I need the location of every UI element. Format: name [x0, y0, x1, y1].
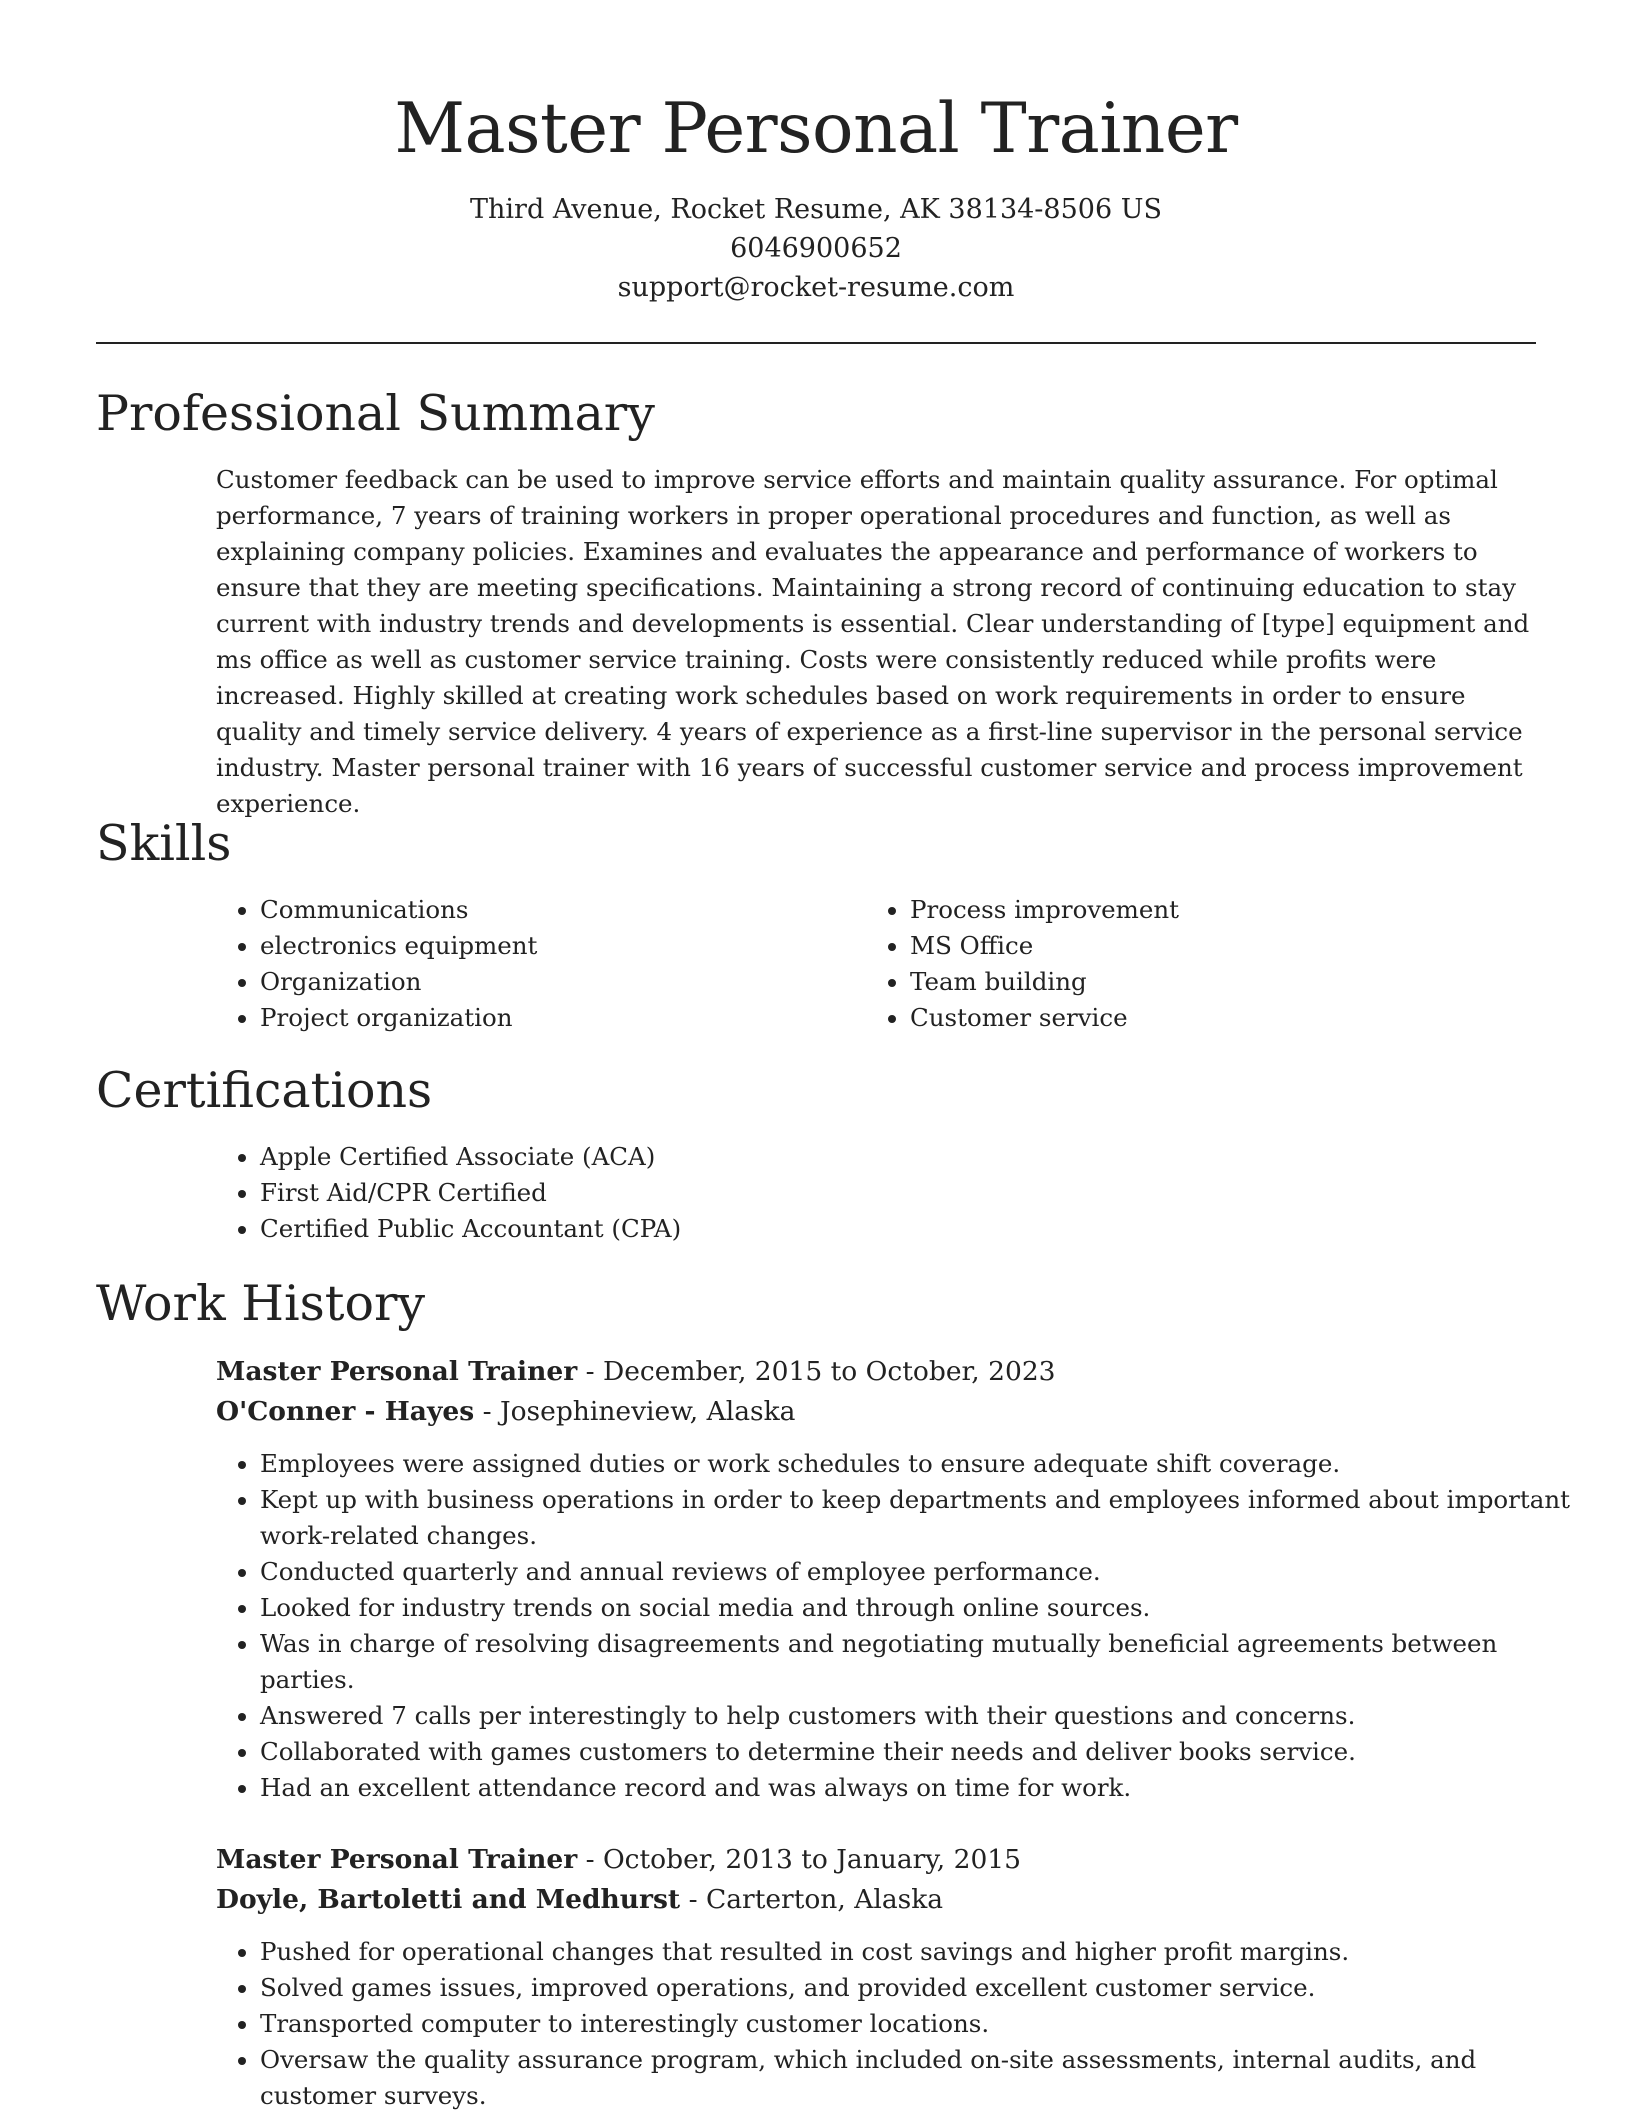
job-duty: • Kept up with business operations in order to keep departments and employees informed about important work-related changes.	[260, 1482, 1580, 1554]
job-duty: • Collaborated with games customers to determine their needs and deliver books service.	[260, 1734, 1580, 1770]
skills-list-right	[866, 892, 1510, 1036]
certification-item: • Apple Certified Associate (ACA)	[260, 1139, 1580, 1175]
skill-item: • MS Office	[910, 928, 1510, 964]
skill-item: • Team building	[910, 964, 1510, 1000]
job-title-line	[216, 1840, 1021, 1880]
skill-item: • Customer service	[910, 1000, 1510, 1036]
job-duties-list	[216, 1446, 1580, 1806]
contact-address: Third Avenue, Rocket Resume, AK 38134-8506 US	[470, 194, 1162, 225]
contact-email: support@rocket-resume.com	[617, 272, 1015, 303]
header-divider	[96, 342, 1536, 344]
skill-item: • Process improvement	[910, 892, 1510, 928]
work-history-heading: Work History	[96, 1275, 426, 1332]
job-dates: - October, 2013 to January, 2015	[577, 1844, 1022, 1875]
job-title: Master Personal Trainer	[216, 1844, 578, 1875]
job-company: O'Conner - Hayes	[216, 1396, 475, 1427]
skill-item: • Communications	[260, 892, 860, 928]
job-duty: • Conducted quarterly and annual reviews of employee performance.	[260, 1554, 1580, 1590]
skill-item: • electronics equipment	[260, 928, 860, 964]
job-dates: - December, 2015 to October, 2023	[577, 1356, 1056, 1387]
job-duty: • Oversaw the quality assurance program, which included on-site assessments, internal audits, and customer surveys.	[260, 2042, 1580, 2114]
skill-item: • Project organization	[260, 1000, 860, 1036]
skills-list-left	[216, 892, 860, 1036]
certifications-heading: Certifications	[96, 1062, 433, 1119]
summary-heading: Professional Summary	[96, 385, 655, 442]
certification-item: • Certified Public Accountant (CPA)	[260, 1211, 1580, 1247]
job-title: Master Personal Trainer	[216, 1356, 578, 1387]
job-location: - Josephineview, Alaska	[474, 1396, 796, 1427]
job-duty: • Solved games issues, improved operations, and provided excellent customer service.	[260, 1970, 1580, 2006]
job-duty: • Looked for industry trends on social media and through online sources.	[260, 1590, 1580, 1626]
job-duty: • Employees were assigned duties or work schedules to ensure adequate shift coverage.	[260, 1446, 1580, 1482]
certifications-list	[216, 1139, 1580, 1247]
job-title-line	[216, 1352, 1056, 1392]
job-company-line	[216, 1392, 795, 1432]
summary-text: Customer feedback can be used to improve service efforts and maintain quality assurance. For optimal performance, 7 years of training workers in proper operational procedures and function, as well as explaining company policies. Examines and evaluates the appearance and performance of workers to ensure that they are meeting specifications. Maintaining a strong record of continuing education to stay current with industry trends and developments is essential. Clear understanding of [type] equipment and ms office as well as customer service training. Costs were consistently reduced while profits were increased. Highly skilled at creating work schedules based on work requirements in order to ensure quality and timely service delivery. 4 years of experience as a first-line supervisor in the personal service industry. Master personal trainer with 16 years of successful customer service and process improvement experience.	[216, 465, 1530, 818]
job-duty: • Answered 7 calls per interestingly to help customers with their questions and concerns.	[260, 1698, 1580, 1734]
job-duty: • Was in charge of resolving disagreements and negotiating mutually beneficial agreements between parties.	[260, 1626, 1580, 1698]
candidate-name: Master Personal Trainer	[394, 89, 1238, 169]
contact-phone: 6046900652	[730, 233, 902, 264]
job-duty: • Transported computer to interestingly customer locations.	[260, 2006, 1580, 2042]
job-location: - Carterton, Alaska	[680, 1884, 944, 1915]
job-duty: • Had an excellent attendance record and was always on time for work.	[260, 1770, 1580, 1806]
contact-block	[0, 190, 1632, 307]
job-company-line	[216, 1880, 943, 1920]
skills-heading: Skills	[96, 815, 232, 872]
certification-item: • First Aid/CPR Certified	[260, 1175, 1580, 1211]
job-company: Doyle, Bartoletti and Medhurst	[216, 1884, 681, 1915]
skill-item: • Organization	[260, 964, 860, 1000]
job-duty: • Pushed for operational changes that resulted in cost savings and higher profit margins.	[260, 1934, 1580, 1970]
job-duties-list	[216, 1934, 1580, 2114]
